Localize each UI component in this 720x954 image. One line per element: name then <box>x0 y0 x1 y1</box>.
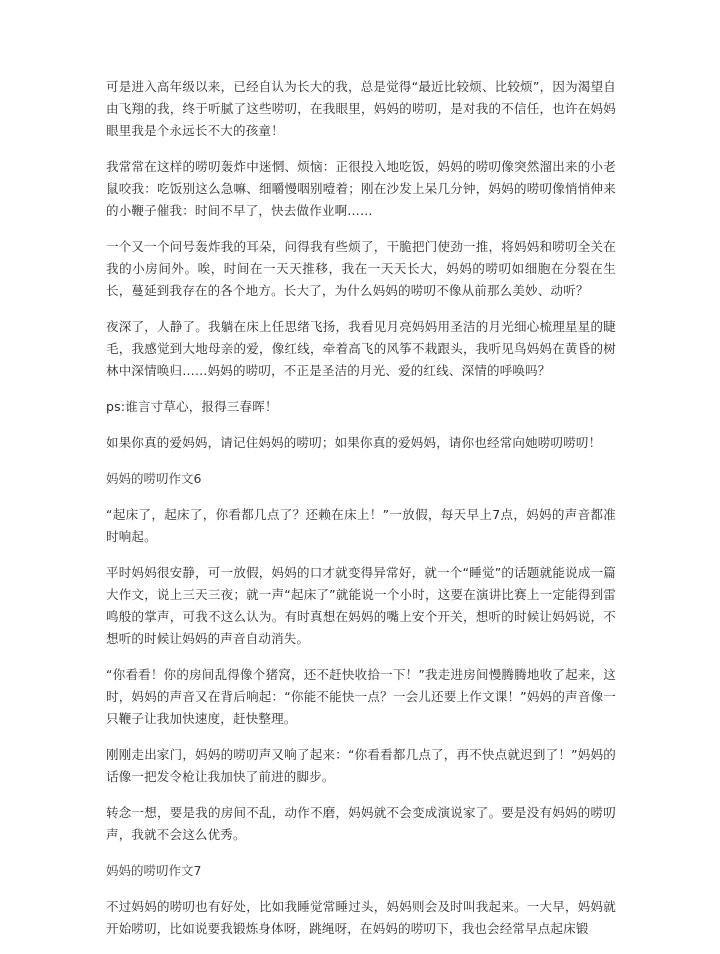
paragraph-9: 刚刚走出家门，妈妈的唠叨声又响了起来：“你看看都几点了，再不快点就迟到了！”妈妈的话像一把发令枪让我加快了前进的脚步。 <box>106 747 616 784</box>
paragraph-7: 平时妈妈很安静，可一放假，妈妈的口才就变得异常好，就一个“睡觉”的话题就能说成一篇大作文，说上三天三夜；就一声“起床了”就能说一个小时，这要在演讲比赛上一定能得到雷鸣般的掌声，可我不这么认为。有时真想在妈妈的嘴上安个开关，想听的时候让妈妈说，不想听的时候让妈妈的声音自动消失。 <box>106 565 616 646</box>
paragraph-10: 转念一想，要是我的房间不乱，动作不磨，妈妈就不会变成演说家了。要是没有妈妈的唠叨声，我就不会这么优秀。 <box>106 805 616 842</box>
paragraph-1: 可是进入高年级以来，已经自认为长大的我，总是觉得“最近比较烦、比较烦”，因为渴望自由飞翔的我，终于听腻了这些唠叨，在我眼里，妈妈的唠叨，是对我的不信任，也许在妈妈眼里我是个永远长不大的孩童！ <box>106 79 616 138</box>
document-body <box>106 76 616 954</box>
paragraph-ps: ps:谁言寸草心，报得三春晖！ <box>106 399 278 414</box>
paragraph-2: 我常常在这样的唠叨轰炸中迷惘、烦恼：正很投入地吃饭，妈妈的唠叨像突然溜出来的小老鼠咬我：吃饭别这么急嘛、细嚼慢咽别噎着；刚在沙发上呆几分钟，妈妈的唠叨像悄悄伸来的小鞭子催我：时间不早了，快去做作业啊…… <box>106 159 616 218</box>
paragraph-8: “你看看！你的房间乱得像个猪窝，还不赶快收拾一下！”我走进房间慢腾腾地收了起来，这时，妈妈的声音又在背后响起：“你能不能快一点？一会儿还要上作文课！”妈妈的声音像一只鞭子让我加快速度，赶快整理。 <box>106 667 616 726</box>
paragraph-3: 一个又一个问号轰炸我的耳朵，问得我有些烦了，干脆把门使劲一推，将妈妈和唠叨全关在我的小房间外。唉，时间在一天天推移，我在一天天长大，妈妈的唠叨如细胞在分裂在生长，蔓延到我存在的各个地方。长大了，为什么妈妈的唠叨不像从前那么美妙、动听？ <box>106 239 616 298</box>
section-heading-7: 妈妈的唠叨作文7 <box>106 863 202 878</box>
paragraph-4: 夜深了，人静了。我躺在床上任思绪飞扬，我看见月亮妈妈用圣洁的月光细心梳理星星的睫毛，我感觉到大地母亲的爱，像红线，牵着高飞的风筝不栽跟头，我听见鸟妈妈在黄昏的树林中深情唤归……妈妈的唠叨，不正是圣洁的月光、爱的红线、深情的呼唤吗？ <box>106 319 616 378</box>
section-heading-6: 妈妈的唠叨作文6 <box>106 471 202 486</box>
paragraph-6: “起床了，起床了，你看都几点了？还赖在床上！”一放假，每天早上7点，妈妈的声音都准时响起。 <box>106 507 616 544</box>
paragraph-5: 如果你真的爱妈妈，请记住妈妈的唠叨；如果你真的爱妈妈，请你也经常向她唠叨唠叨！ <box>106 435 602 450</box>
paragraph-11: 不过妈妈的唠叨也有好处，比如我睡觉常睡过头，妈妈则会及时叫我起来。一大早，妈妈就开始唠叨，比如说要我锻炼身体呀，跳绳呀，在妈妈的唠叨下，我也会经常早点起床锻 <box>106 899 616 936</box>
